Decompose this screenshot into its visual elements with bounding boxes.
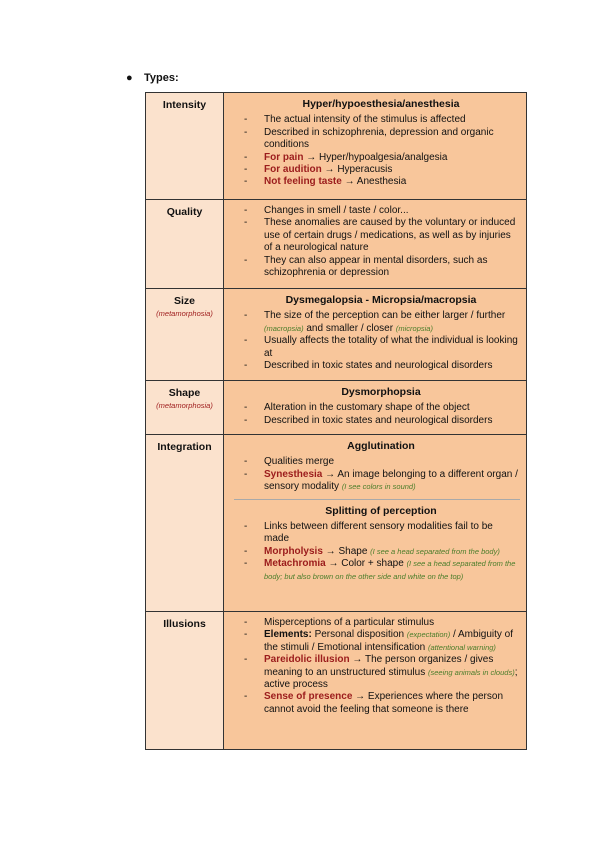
content-cell-shape [224, 381, 527, 435]
row-intensity [146, 93, 527, 200]
row-label: Integration [157, 441, 212, 453]
item-list [244, 114, 518, 188]
label-cell-quality [146, 200, 224, 289]
item-text: ; active process [264, 666, 518, 691]
label-cell-shape [146, 381, 224, 435]
term-text: → Shape [322, 545, 371, 557]
types-heading [126, 72, 179, 84]
item-text: → The person organizes / gives meaning to an unstructured stimulus [264, 654, 494, 678]
cell-title: Hyper/hypoesthesia/anesthesia [302, 98, 460, 110]
item-text: / Ambiguity of the stimuli / Emotional intensification [264, 629, 514, 653]
row-size [146, 289, 527, 381]
term: Morpholysis [264, 545, 323, 557]
list-item [244, 558, 518, 583]
example: (seeing animals in clouds) [427, 667, 515, 677]
term-text: → Hyperacusis [321, 164, 393, 176]
list-item [244, 310, 518, 335]
row-label: Shape [168, 387, 201, 399]
cell-title: Dysmorphopsia [341, 386, 421, 398]
list-item: - Usually affects the totality of what the individual is looking at [244, 335, 518, 360]
label-cell-intensity [146, 93, 224, 200]
content-cell-quality [224, 200, 527, 289]
list-item: - Described in toxic states and neurological disorders [244, 415, 518, 427]
list-item: - They can also appear in mental disorders, such as schizophrenia or depression [244, 255, 518, 280]
list-item [244, 546, 518, 558]
example: (macropsia) [264, 323, 304, 333]
row-quality [146, 200, 527, 289]
list-item: - Qualities merge [244, 456, 518, 468]
list-item: - Changes in smell / taste / color... [244, 205, 518, 217]
row-sublabel: (metamorphosia) [156, 401, 213, 411]
term: For audition [264, 164, 322, 176]
label-cell-size [146, 289, 224, 381]
list-item: - Described in toxic states and neurological disorders [244, 360, 518, 372]
row-label: Quality [166, 206, 203, 218]
bullet-icon: ● [126, 72, 133, 84]
list-item: - Alteration in the customary shape of the object [244, 402, 518, 414]
example: (attentional warning) [427, 642, 496, 652]
row-illusions [146, 612, 527, 750]
item-text: The size of the perception can be either larger / further [264, 310, 506, 322]
list-item: - These anomalies are caused by the voluntary or induced use of certain drugs / medications, as well as by injuries of a neurological nature [244, 217, 518, 254]
list-item [244, 469, 518, 494]
row-label: Illusions [163, 618, 206, 630]
term-text: → Color + shape [325, 558, 407, 570]
item-list [244, 456, 518, 493]
item-list [244, 617, 518, 716]
term: Sense of presence [264, 691, 353, 703]
types-heading-text: Types: [144, 72, 179, 84]
list-item: - Misperceptions of a particular stimulus [244, 617, 518, 629]
term-text: → Anesthesia [341, 176, 407, 188]
content-cell-size [224, 289, 527, 381]
cell-title: Splitting of perception [325, 504, 437, 517]
list-item [244, 691, 518, 716]
label-cell-integration [146, 435, 224, 612]
types-table [145, 92, 527, 750]
list-item: - Links between different sensory modalities fail to be made [244, 521, 518, 546]
item-list [244, 310, 518, 372]
list-item: - Described in schizophrenia, depression and organic conditions [244, 127, 518, 152]
example: (I see a head separated from the body; but also brown on the other side and white on the top) [264, 559, 516, 581]
example: (expectation) [406, 630, 451, 640]
term: Synesthesia [264, 468, 323, 480]
row-label: Size [173, 295, 195, 307]
example: (I see colors in sound) [341, 482, 416, 492]
cell-title: Dysmegalopsia - Micropsia/macropsia [285, 294, 477, 306]
term: For pain [264, 151, 304, 163]
content-cell-illusions [224, 612, 527, 750]
list-item [244, 176, 518, 188]
divider [234, 499, 520, 500]
list-item [244, 629, 518, 654]
example: (I see a head separated from the body) [370, 546, 500, 556]
row-label: Intensity [162, 99, 207, 111]
term: Elements: [264, 629, 312, 641]
list-item [244, 654, 518, 691]
cell-title: Agglutination [347, 440, 415, 452]
item-list [244, 205, 518, 279]
item-list [244, 402, 518, 427]
row-integration [146, 435, 527, 612]
term: Pareidolic illusion [264, 654, 350, 666]
list-item: - The actual intensity of the stimulus is affected [244, 114, 518, 126]
list-item [244, 152, 518, 164]
label-cell-illusions [146, 612, 224, 750]
item-list [244, 521, 518, 583]
row-shape [146, 381, 527, 435]
item-text: and smaller / closer [303, 322, 396, 334]
term: Metachromia [264, 558, 326, 570]
row-sublabel: (metamorphosia) [156, 309, 213, 319]
term-text: → An image belonging to a different organ / sensory modality [264, 468, 518, 493]
term-text: → Experiences where the person cannot avoid the feeling that someone is there [264, 691, 504, 715]
item-text: Personal disposition [311, 629, 407, 641]
example: (micropsia) [395, 323, 433, 333]
content-cell-integration [224, 435, 527, 612]
term-text: → Hyper/hypoalgesia/analgesia [303, 151, 448, 163]
content-cell-intensity [224, 93, 527, 200]
term: Not feeling taste [264, 176, 342, 188]
list-item [244, 164, 518, 176]
